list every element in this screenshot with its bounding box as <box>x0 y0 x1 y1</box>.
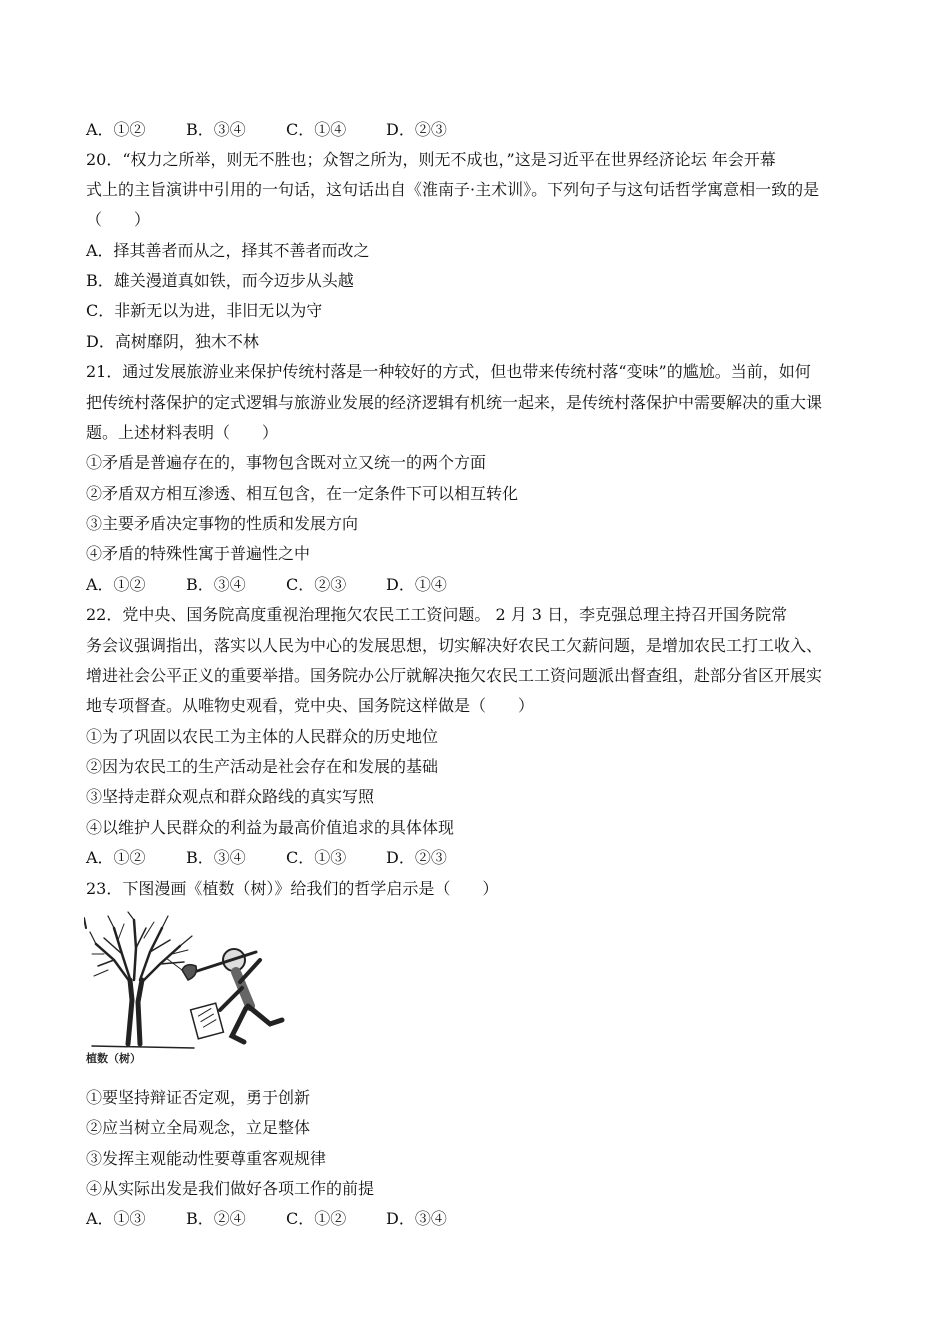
q19-options <box>86 120 486 140</box>
q20-stem-line-2: 式上的主旨演讲中引用的一句话，这句话出自《淮南子·主术训》。下列句子与这句话哲学寓意相一致的是 <box>86 180 820 199</box>
q23-stem-line-1: 23．下图漫画《植数（树）》给我们的哲学启示是（ ） <box>86 879 499 898</box>
q22-option-d: D．②③ <box>386 848 447 867</box>
q21-statement-3: ③主要矛盾决定事物的性质和发展方向 <box>86 514 359 533</box>
q22-statement-3: ③坚持走群众观点和群众路线的真实写照 <box>86 787 375 806</box>
q22-statement-4: ④以维护人民群众的利益为最高价值追求的具体体现 <box>86 818 455 837</box>
q21-option-a: A．①② <box>86 575 146 594</box>
q19-option-b: B．③④ <box>186 120 246 139</box>
q19-option-c: C．①④ <box>286 120 347 139</box>
q20-choice-b: B．雄关漫道真如铁，而今迈步从头越 <box>86 271 354 290</box>
q22-options <box>86 848 486 868</box>
q23-option-a: A．①③ <box>86 1209 146 1228</box>
q21-statement-4: ④矛盾的特殊性寓于普遍性之中 <box>86 544 311 563</box>
q23-statement-3: ③发挥主观能动性要尊重客观规律 <box>86 1149 327 1168</box>
q21-option-b: B．③④ <box>186 575 246 594</box>
q23-options <box>86 1209 486 1229</box>
q21-stem-line-2: 把传统村落保护的定式逻辑与旅游业发展的经济逻辑有机统一起来，是传统村落保护中需要解决的重大课 <box>86 393 823 412</box>
q20-choice-d: D．高树靡阴，独木不林 <box>86 332 259 351</box>
q22-stem-line-4: 地专项督查。从唯物史观看，党中央、国务院这样做是（ ） <box>86 696 535 715</box>
q20-choice-c: C．非新无以为进，非旧无以为守 <box>86 301 323 320</box>
q22-option-a: A．①② <box>86 848 146 867</box>
cartoon-caption: 植数（树） <box>86 1052 141 1065</box>
q22-option-c: C．①③ <box>286 848 347 867</box>
q19-option-d: D．②③ <box>386 120 447 139</box>
q22-statement-1: ①为了巩固以农民工为主体的人民群众的历史地位 <box>86 727 439 746</box>
q23-statement-2: ②应当树立全局观念，立足整体 <box>86 1118 311 1137</box>
q21-option-d: D．①④ <box>386 575 447 594</box>
q22-stem-line-1: 22．党中央、国务院高度重视治理拖欠农民工工资问题。 2 月 3 日，李克强总理主持召开国务院常 <box>86 605 788 624</box>
cartoon-image <box>84 910 302 1070</box>
q20-choice-a: A．择其善者而从之，择其不善者而改之 <box>86 241 370 260</box>
q21-statement-1: ①矛盾是普遍存在的，事物包含既对立又统一的两个方面 <box>86 453 487 472</box>
q23-option-b: B．②④ <box>186 1209 246 1228</box>
q23-statement-4: ④从实际出发是我们做好各项工作的前提 <box>86 1179 375 1198</box>
q22-option-b: B．③④ <box>186 848 246 867</box>
q23-option-d: D．③④ <box>386 1209 447 1228</box>
q21-statement-2: ②矛盾双方相互渗透、相互包含，在一定条件下可以相互转化 <box>86 484 519 503</box>
q23-statement-1: ①要坚持辩证否定观，勇于创新 <box>86 1088 311 1107</box>
q22-stem-line-3: 增进社会公平正义的重要举措。国务院办公厅就解决拖欠农民工工资问题派出督查组，赴部分省区开展实 <box>86 666 823 685</box>
q21-option-c: C．②③ <box>286 575 347 594</box>
q20-stem-line-1: 20．“权力之所举，则无不胜也；众智之所为，则无不成也，”这是习近平在世界经济论坛 年会开幕 <box>86 150 776 169</box>
q22-statement-2: ②因为农民工的生产活动是社会存在和发展的基础 <box>86 757 439 776</box>
q23-option-c: C．①② <box>286 1209 347 1228</box>
q22-stem-line-2: 务会议强调指出，落实以人民为中心的发展思想，切实解决好农民工欠薪问题，是增加农民工打工收入、 <box>86 636 823 655</box>
q21-stem-line-3: 题。上述材料表明（ ） <box>86 423 279 442</box>
q21-options <box>86 575 486 595</box>
q20-stem-line-3: （ ） <box>86 210 151 229</box>
q19-option-a: A．①② <box>86 120 146 139</box>
q21-stem-line-1: 21．通过发展旅游业来保护传统村落是一种较好的方式，但也带来传统村落“变味”的尴尬。当前，如何 <box>86 362 811 381</box>
